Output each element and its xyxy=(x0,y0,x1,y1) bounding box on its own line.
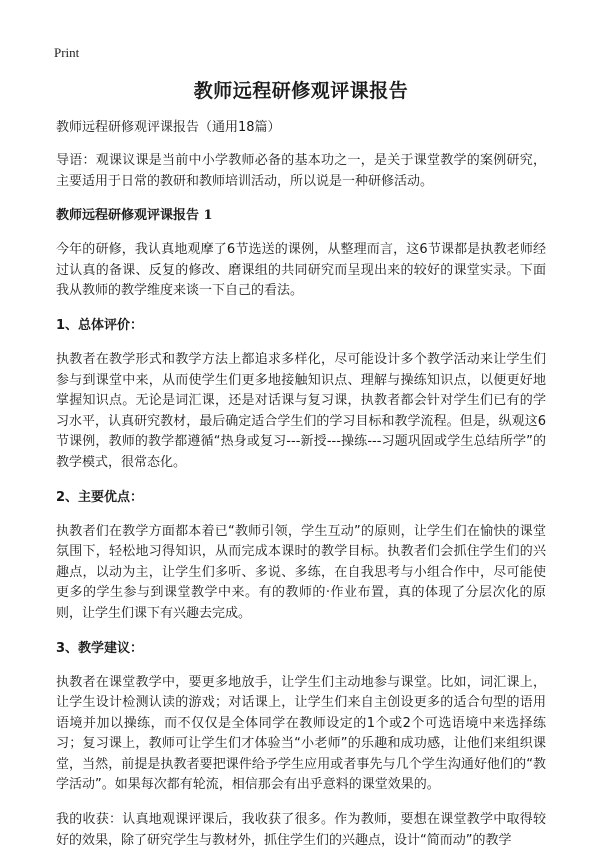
section-heading-overall: 1、总体评价： xyxy=(56,317,144,333)
page-title: 教师远程研修观评课报告 xyxy=(193,80,409,102)
report-intro-paragraph: 今年的研修，我认真地观摩了6节选送的课例，从整理而言，这6节课都是执教老师经过认真的备课、反复的修改、磨课组的共同研究而呈现出来的较好的课堂实录。下面我从教师的教学维度来谈一下自己的看法。 xyxy=(56,242,546,299)
section-heading-suggestions: 3、教学建议： xyxy=(56,640,144,656)
section-paragraph-overall: 执教者在教学形式和教学方法上都追求多样化，尽可能设计多个教学活动来让学生们参与到课堂中来，从而使学生们更多地接触知识点、理解与操练知识点，以便更好地掌握知识点。无论是词汇课，还是对话课与复习课，执教者都会针对学生们已有的学习水平，认真研究教材，最后确定适合学生们的学习目标和教学流程。但是，纵观这6节课例，教师的教学都遵循“热身或复习---新授---操练---习题巩固或学生总结所学”的教学模式，很常态化。 xyxy=(56,351,546,470)
section-paragraph-suggestions: 执教者在课堂教学中，要更多地放手，让学生们主动地参与课堂。比如，词汇课上，让学生设计检测认读的游戏；对话课上，让学生们来自主创设更多的适合句型的语用语境并加以操练，而不仅仅是全体同学在教师设定的1个或2个可选语境中来选择练习；复习课上，教师可让学生们才体验当“小老师”的乐趣和成功感，让他们来组织课堂，当然，前提是执教者要把课件给予学生应用或者事先与几个学生沟通好他们的“教学活动”。如果每次都有轮流，相信那会有出乎意料的课堂效果的。 xyxy=(56,674,546,793)
document-subtitle: 教师远程研修观评课报告（通用18篇） xyxy=(56,120,281,135)
print-link[interactable]: Print xyxy=(54,45,80,60)
report-heading: 教师远程研修观评课报告 1 xyxy=(56,208,213,224)
document-body xyxy=(56,78,546,865)
intro-paragraph: 导语：观课议课是当前中小学教师必备的基本功之一，是关于课堂教学的案例研究，主要适用于日常的教研和教师培训活动，所以说是一种研修活动。 xyxy=(56,153,546,189)
section-heading-strengths: 2、主要优点： xyxy=(56,489,144,505)
section-paragraph-strengths: 执教者们在教学方面都本着已“教师引领，学生互动”的原则，让学生们在愉快的课堂氛围下，轻松地习得知识，从而完成本课时的教学目标。执教者们会抓住学生们的兴趣点，以动为主，让学生们多听、多说、多练，在自我思考与小组合作中，尽可能使更多的学生参与到课堂教学中来。有的教师的·作业布置，真的体现了分层次化的原则，让学生们课下有兴趣去完成。 xyxy=(56,523,546,621)
closing-paragraph: 我的收获：认真地观课评课后，我收获了很多。作为教师，要想在课堂教学中取得较好的效果，除了研究学生与教材外，抓住学生们的兴趣点，设计“简而动”的教学 xyxy=(56,812,546,848)
